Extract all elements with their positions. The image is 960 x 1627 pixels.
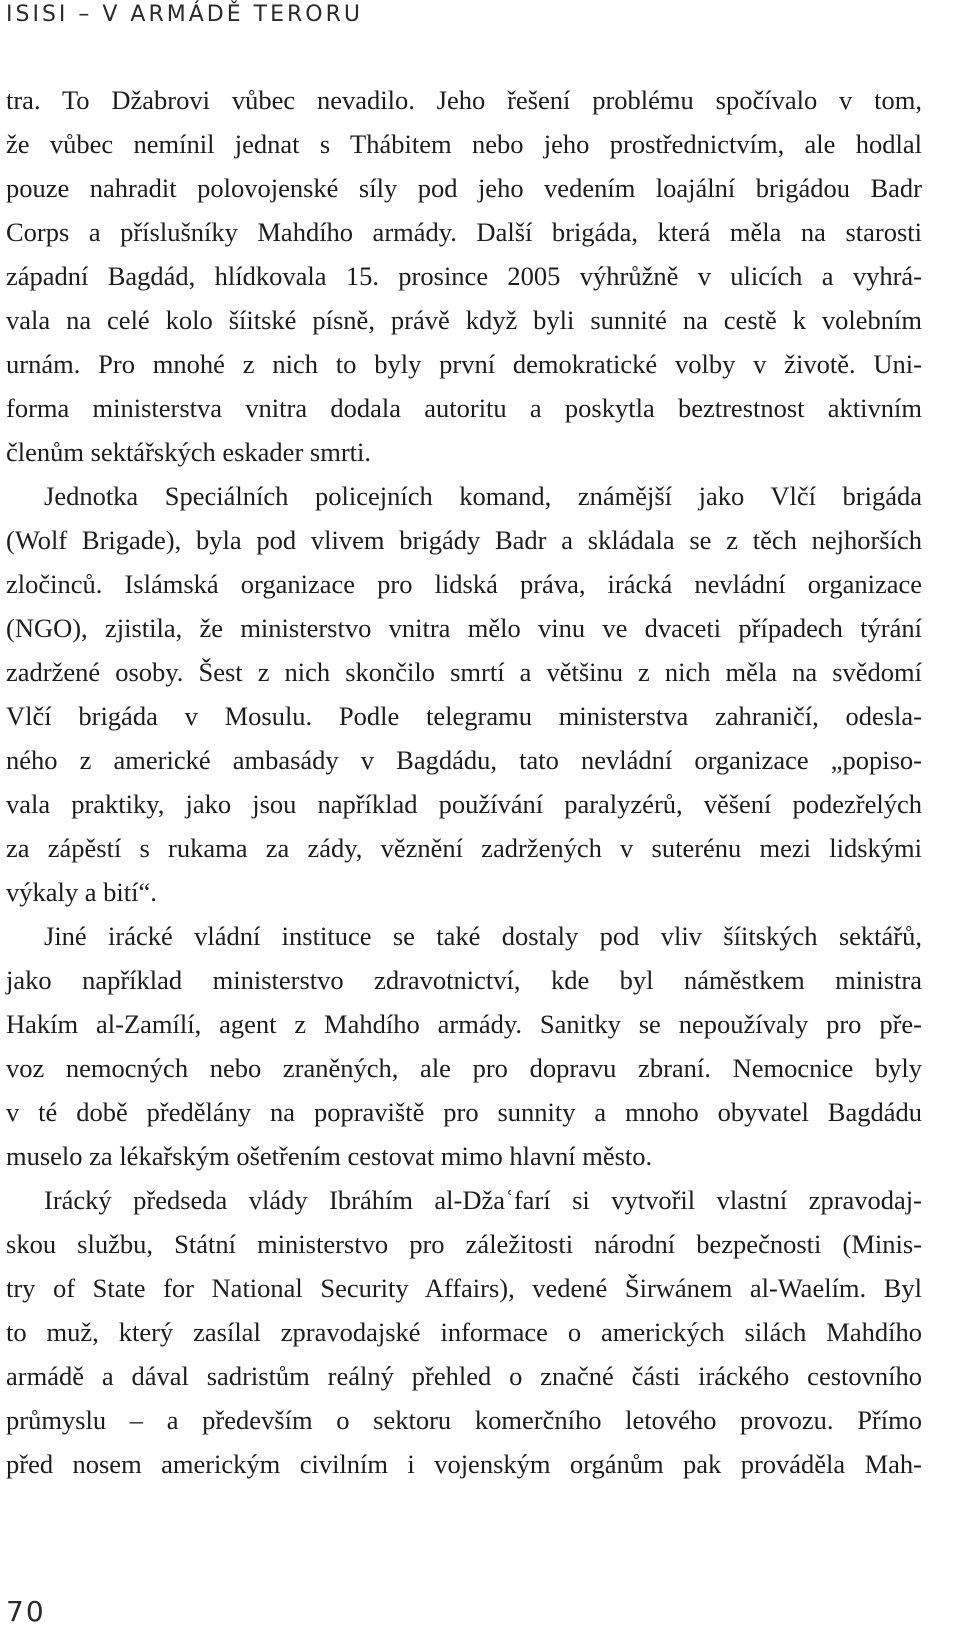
text-line: (Wolf Brigade), byla pod vlivem brigády Badr a skládala se z těch nejhorších [6,525,922,555]
text-line: armádě a dával sadristům reálný přehled o značné části iráckého cestovního [6,1361,922,1391]
text-line: (NGO), zjistila, že ministerstvo vnitra mělo vinu ve dvaceti případech týrání [6,613,922,643]
text-line: vala na celé kolo šíitské písně, právě když byli sunnité na cestě k volebním [6,305,922,335]
body-text [6,78,922,1486]
text-line: výkaly a bití“. [6,877,157,907]
text-line: ného z americké ambasády v Bagdádu, tato nevládní organizace „popiso- [6,745,922,775]
running-head: ISISI – V ARMÁDĚ TERORU [6,2,363,27]
text-line: Jednotka Speciálních policejních komand, známější jako Vlčí brigáda [44,481,922,511]
text-line: Jiné irácké vládní instituce se také dostaly pod vliv šíitských sektářů, [44,921,922,951]
text-line: zadržené osoby. Šest z nich skončilo smrtí a většinu z nich měla na svědomí [6,657,922,687]
text-line: muselo za lékařským ošetřením cestovat mimo hlavní město. [6,1141,653,1171]
text-line: průmyslu – a především o sektoru komerčního letového provozu. Přímo [6,1405,922,1435]
text-line: v té době předělány na popraviště pro sunnity a mnoho obyvatel Bagdádu [6,1097,922,1127]
text-line: pouze nahradit polovojenské síly pod jeho vedením loajální brigádou Badr [6,173,922,203]
text-line: forma ministerstva vnitra dodala autoritu a poskytla beztrestnost aktivním [6,393,922,423]
text-line: za zápěstí s rukama za zády, věznění zadržených v suterénu mezi lidskými [6,833,922,863]
text-line: vala praktiky, jako jsou například používání paralyzérů, věšení podezřelých [6,789,922,819]
text-line: Vlčí brigáda v Mosulu. Podle telegramu ministerstva zahraničí, odesla- [6,701,922,731]
text-line: západní Bagdád, hlídkovala 15. prosince 2005 výhrůžně v ulicích a vyhrá- [6,261,922,291]
text-line: to muž, který zasílal zpravodajské informace o amerických silách Mahdího [6,1317,922,1347]
text-line: urnám. Pro mnohé z nich to byly první demokratické volby v životě. Uni- [6,349,922,379]
text-line: Corps a příslušníky Mahdího armády. Další brigáda, která měla na starosti [6,217,922,247]
text-line: Irácký předseda vlády Ibráhím al-Džaʿfarí si vytvořil vlastní zpravodaj- [44,1185,922,1215]
text-line: voz nemocných nebo zraněných, ale pro dopravu zbraní. Nemocnice byly [6,1053,922,1083]
text-line: zločinců. Islámská organizace pro lidská práva, irácká nevládní organizace [6,569,922,599]
text-line: try of State for National Security Affairs), vedené Širwánem al-Waelím. Byl [6,1273,922,1303]
text-line: tra. To Džabrovi vůbec nevadilo. Jeho řešení problému spočívalo v tom, [6,85,922,115]
page-number: 70 [6,1596,46,1627]
text-line: že vůbec nemínil jednat s Thábitem nebo jeho prostřednictvím, ale hodlal [6,129,922,159]
text-line: skou službu, Státní ministerstvo pro záležitosti národní bezpečnosti (Minis- [6,1229,922,1259]
text-line: jako například ministerstvo zdravotnictví, kde byl náměstkem ministra [6,965,922,995]
text-line: členům sektářských eskader smrti. [6,437,371,467]
text-line: před nosem americkým civilním i vojenským orgánům pak prováděla Mah- [6,1449,922,1479]
text-line: Hakím al-Zamílí, agent z Mahdího armády. Sanitky se nepoužívaly pro pře- [6,1009,922,1039]
